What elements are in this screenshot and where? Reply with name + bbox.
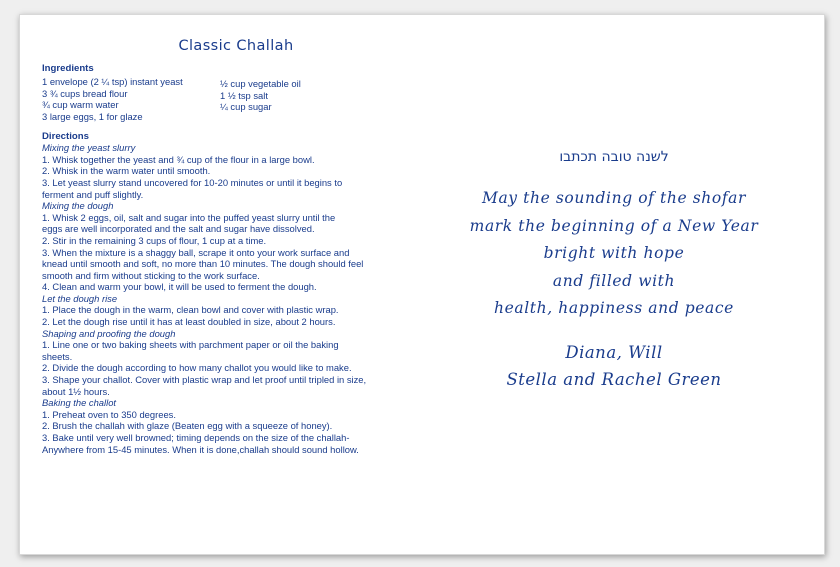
ingredients-list: [42, 76, 402, 122]
ingredient-item: ½ cup vegetable oil: [220, 78, 301, 90]
direction-section: [42, 328, 402, 398]
direction-step: 3. When the mixture is a shaggy ball, scrape it onto your work surface and: [42, 246, 350, 258]
direction-step: ferment and puff slightly.: [42, 188, 144, 200]
direction-step: 2. Brush the challah with glaze (Beaten egg with a squeeze of honey).: [42, 420, 333, 432]
direction-step: eggs are well incorporated and the salt and sugar have dissolved.: [42, 223, 315, 235]
signature-line: Diana, Will: [565, 342, 663, 362]
direction-step: 3. Bake until very well browned; timing depends on the size of the challah-: [42, 432, 350, 443]
direction-section: [42, 200, 402, 293]
direction-step: sheets.: [42, 350, 73, 362]
direction-step: 3. Let yeast slurry stand uncovered for 10-20 minutes or until it begins to: [42, 176, 343, 188]
ingredients-column-2: [220, 78, 301, 122]
ingredient-item: 3 large eggs, 1 for glaze: [42, 110, 143, 122]
direction-section: [42, 293, 402, 328]
greeting-message: [424, 185, 804, 323]
signature: [424, 339, 804, 393]
section-heading: Mixing the dough: [42, 200, 114, 212]
direction-step: smooth and firm without sticking to the work surface.: [42, 269, 260, 281]
direction-step: 1. Whisk 2 eggs, oil, salt and sugar into the puffed yeast slurry until the: [42, 211, 336, 223]
direction-step: 2. Divide the dough according to how many challot you would like to make.: [42, 362, 352, 374]
message-line: May the sounding of the shofar: [481, 189, 747, 207]
signature-line: Stella and Rachel Green: [506, 369, 722, 389]
section-heading: Mixing the yeast slurry: [42, 142, 136, 154]
direction-section: [42, 142, 402, 200]
ingredient-item: 1 ½ tsp salt: [220, 89, 268, 101]
direction-step: 2. Whisk in the warm water until smooth.: [42, 165, 211, 177]
direction-section: [42, 397, 402, 455]
directions-heading: Directions: [42, 130, 89, 142]
direction-step: 3. Shape your challot. Cover with plastic wrap and let proof until tripled in size,: [42, 374, 367, 386]
recipe-panel: [42, 38, 402, 455]
ingredient-item: ¾ cup warm water: [42, 99, 119, 111]
ingredient-item: 1 envelope (2 ¼ tsp) instant yeast: [42, 76, 183, 88]
direction-step: 4. Clean and warm your bowl, it will be used to ferment the dough.: [42, 281, 317, 293]
message-line: bright with hope: [543, 244, 685, 263]
message-line: health, happiness and peace: [494, 299, 734, 318]
direction-step: 1. Preheat oven to 350 degrees.: [42, 408, 176, 420]
recipe-title: Classic Challah: [178, 38, 294, 54]
message-line: and filled with: [552, 271, 676, 290]
direction-step: 2. Let the dough rise until it has at least doubled in size, about 2 hours.: [42, 316, 336, 328]
ingredients-column-1: [42, 76, 220, 122]
directions-sections: [42, 142, 402, 455]
ingredient-item: 3 ¾ cups bread flour: [42, 87, 128, 99]
section-heading: Shaping and proofing the dough: [42, 327, 176, 339]
direction-step: about 1½ hours.: [42, 385, 110, 397]
greeting-card: [19, 14, 825, 555]
directions: [42, 131, 402, 456]
direction-step: 1. Place the dough in the warm, clean bowl and cover with plastic wrap.: [42, 304, 339, 316]
direction-step: 1. Line one or two baking sheets with parchment paper or oil the baking: [42, 339, 339, 351]
ingredient-item: ¼ cup sugar: [220, 101, 272, 113]
message-line: mark the beginning of a New Year: [469, 216, 759, 235]
direction-step: Anywhere from 15-45 minutes. When it is done,challah should sound hollow.: [42, 443, 359, 455]
section-heading: Baking the challot: [42, 397, 117, 409]
direction-step: knead until smooth and soft, no more than 10 minutes. The dough should feel: [42, 258, 364, 270]
section-heading: Let the dough rise: [42, 292, 118, 304]
greeting-panel: [424, 149, 804, 393]
direction-step: 2. Stir in the remaining 3 cups of flour, 1 cup at a time.: [42, 234, 267, 246]
hebrew-greeting: לשנה טובה תכתבו: [559, 149, 669, 165]
ingredients-heading: Ingredients: [42, 62, 94, 74]
direction-step: 1. Whisk together the yeast and ¾ cup of the flour in a large bowl.: [42, 153, 315, 165]
